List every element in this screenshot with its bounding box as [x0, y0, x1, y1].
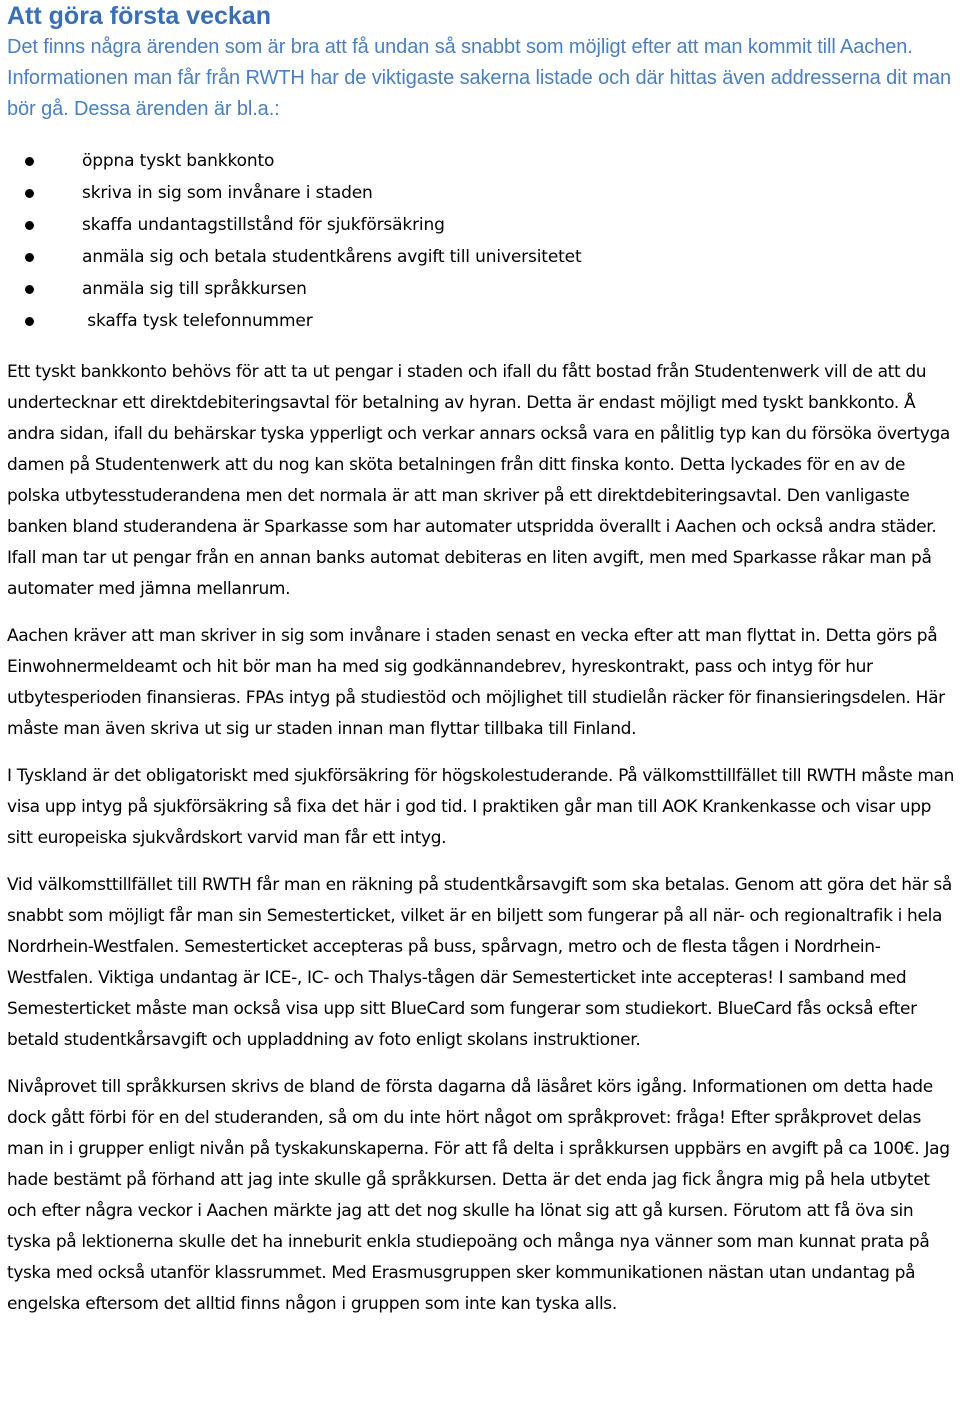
list-item-text: skriva in sig som invånare i staden [82, 183, 373, 203]
paragraph-health-insurance: I Tyskland är det obligatoriskt med sjukförsäkring för högskolestuderande. På välkomsttillfället till RWTH måste man visa upp intyg på sjukförsäkring så fixa det här i god tid. I praktiken går man till AOK Krankenkasse och visar upp sitt europeiska sjukvårdskort varvid man får ett intyg. [7, 766, 955, 848]
list-item-text: anmäla sig till språkkursen [82, 279, 307, 299]
paragraph-language-course: Nivåprovet till språkkursen skrivs de bland de första dagarna då läsåret körs igång. Informationen om detta hade dock gått förbi för en del studeranden, så om du inte hört något om språkprovet: fråga! Efter språkprovet delas man in i grupper enligt nivån på tyskakunskaperna. För att få delta i språkkursen uppbärs en avgift på ca 100€. Jag hade bestämt på förhand att jag inte skulle gå språkkursen. Detta är det enda jag fick ångra mig på hela utbytet och efter några veckor i Aachen märkte jag att det nog skulle ha lönat sig att gå kursen. Förutom att få öva sin tyska på lektionerna skulle det ha inneburit enkla studiepoäng och många nya vänner som man kunnat prata på tyska med också utanför klassrummet. Med Erasmusgruppen sker kommunikationen nästan utan undantag på engelska eftersom det alltid finns någon i gruppen som inte kan tyska alls. [7, 1077, 950, 1314]
bullet-icon [25, 253, 34, 262]
bullet-icon [25, 189, 34, 198]
bullet-icon [25, 221, 34, 230]
bullet-icon [25, 317, 34, 326]
list-item [7, 273, 957, 305]
list-item-text: skaffa tysk telefonnummer [82, 311, 313, 331]
document-page [7, 0, 957, 1320]
paragraph-registration: Aachen kräver att man skriver in sig som invånare i staden senast en vecka efter att man flyttat in. Detta görs på Einwohnermeldeamt och hit bör man ha med sig godkännandebrev, hyreskontrakt, pass och intyg för hur utbytesperioden finansieras. FPAs intyg på studiestöd och möjlighet till studielån räcker för finansieringsdelen. Här måste man även skriva ut sig ur staden innan man flyttar tillbaka till Finland. [7, 626, 945, 739]
list-item [7, 209, 957, 241]
paragraph-student-union-fee: Vid välkomsttillfället till RWTH får man en räkning på studentkårsavgift som ska betalas. Genom att göra det här så snabbt som möjligt får man sin Semesterticket, vilket är en biljett som fungerar på all när- och regionaltrafik i hela Nordrhein-Westfalen. Semesterticket accepteras på buss, spårvagn, metro och de flesta tågen i Nordrhein-Westfalen. Viktiga undantag är ICE-, IC- och Thalys-tågen där Semesterticket inte accepteras! I samband med Semesterticket måste man också visa upp sitt BlueCard som fungerar som studiekort. BlueCard fås också efter betald studentkårsavgift och uppladdning av foto enligt skolans instruktioner. [7, 875, 952, 1050]
list-item-text: anmäla sig och betala studentkårens avgift till universitetet [82, 247, 582, 267]
list-item [7, 177, 957, 209]
intro-paragraph: Det finns några ärenden som är bra att få undan så snabbt som möjligt efter att man kommit till Aachen. Informationen man får från RWTH har de viktigaste sakerna listade och där hittas även addresserna dit man bör gå. Dessa ärenden är bl.a.: [7, 36, 952, 120]
list-item [7, 241, 957, 273]
list-item-text: öppna tyskt bankkonto [82, 151, 275, 171]
bullet-icon [25, 285, 34, 294]
list-item [7, 145, 957, 177]
bullet-icon [25, 157, 34, 166]
list-item-text: skaffa undantagstillstånd för sjukförsäkring [82, 215, 445, 235]
list-item [7, 305, 957, 337]
todo-list [7, 145, 957, 337]
paragraph-bank-account: Ett tyskt bankkonto behövs för att ta ut pengar i staden och ifall du fått bostad från Studentenwerk vill de att du undertecknar ett direktdebiteringsavtal för betalning av hyran. Detta är endast möjligt med tyskt bankkonto. Å andra sidan, ifall du behärskar tyska ypperligt och verkar annars också vara en pålitlig typ kan du försöka övertyga damen på Studentenwerk att du nog kan sköta betalningen från ditt finska konto. Detta lyckades för en av de polska utbytesstuderandena men det normala är att man skriver på ett direktdebiteringsavtal. Den vanligaste banken bland studerandena är Sparkasse som har automater utspridda överallt i Aachen och också andra städer. Ifall man tar ut pengar från en annan banks automat debiteras en liten avgift, men med Sparkasse råkar man på automater med jämna mellanrum. [7, 362, 950, 599]
page-heading: Att göra första veckan [7, 2, 271, 30]
